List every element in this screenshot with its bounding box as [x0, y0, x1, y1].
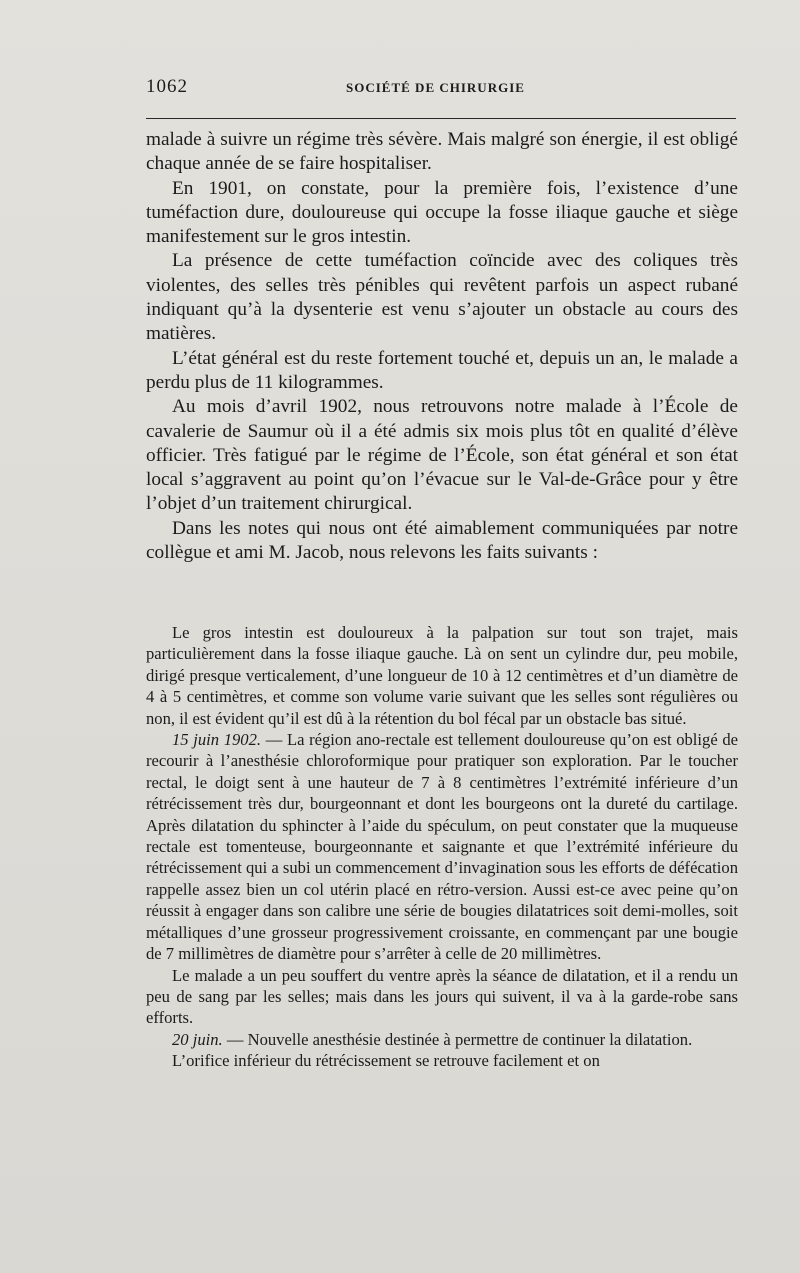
note-paragraph	[146, 729, 738, 964]
page-header	[146, 76, 736, 104]
header-rule	[146, 118, 736, 119]
note-text: — Nouvelle anesthésie destinée à permettre de continuer la dilatation.	[222, 1029, 693, 1049]
paragraph: L’état général est du reste fortement touché et, depuis un an, le malade a perdu plus de 11 kilogrammes.	[146, 347, 738, 393]
paragraph: malade à suivre un régime très sévère. Mais malgré son énergie, il est obligé chaque année de se faire hospitaliser.	[146, 129, 738, 175]
note-paragraph: Le malade a un peu souffert du ventre après la séance de dilatation, et il a rendu un peu de sang par les selles; mais dans les jours qui suivent, il va à la garde-robe sans efforts.	[146, 965, 738, 1028]
main-text	[146, 128, 738, 565]
note-paragraph: L’orifice inférieur du rétrécissement se retrouve facilement et on	[172, 1051, 600, 1071]
paragraph: La présence de cette tuméfaction coïncide avec des coliques très violentes, des selles très pénibles qui revêtent parfois un aspect rubané indiquant qu’à la dysenterie est venu s’ajouter un obstacle au cours des matières.	[146, 250, 738, 345]
note-date: 20 juin.	[172, 1029, 223, 1049]
note-date: 15 juin 1902.	[172, 730, 262, 750]
paragraph: Dans les notes qui nous ont été aimablement communiquées par notre collègue et ami M. Jacob, nous relevons les faits suivants :	[146, 517, 738, 564]
note-paragraph: Le gros intestin est douloureux à la palpation sur tout son trajet, mais particulièrement dans la fosse iliaque gauche. Là on sent un cylindre dur, peu mobile, dirigé presque verticalement, d’une longueur de 10 à 12 centimètres et d’un diamètre de 4 à 5 centimètres, et comme son volume varie suivant que les selles sont régulières ou non, il est évident qu’il est dû à la rétention du bol fécal par un obstacle bas situé.	[146, 623, 738, 728]
paragraph: Au mois d’avril 1902, nous retrouvons notre malade à l’École de cavalerie de Saumur où il a été admis six mois plus tôt en qualité d’élève officier. Très fatigué par le régime de l’École, son état général et son état local s’aggravent au point qu’on l’évacue sur le Val-de-Grâce pour y être l’objet d’un traitement chirurgical.	[146, 396, 738, 515]
note-text: — La région ano-rectale est tellement douloureuse qu’on est obligé de recourir à l’anesthésie chloroformique pour pratiquer son exploration. Par le toucher rectal, le doigt sent à une hauteur de 7 à 8 centimètres l’extrémité inférieure d’un rétrécissement très dur, bourgeonnant et dont les bourgeons ont la dureté du cartilage. Après dilatation du sphincter à l’aide du spéculum, on peut constater que la muqueuse rectale est tomenteuse, bourgeonnante et saignante et que l’extrémité inférieure du rétrécissement qui a subi un commencement d’invagination sous les efforts de défécation rappelle assez bien un col utérin placé en rétro-version. Aussi est-ce avec peine qu’on réussit à engager dans son calibre une série de bougies dilatatrices soit demi-molles, soit métalliques d’une grosseur progressivement croissante, en commençant par une bougie de 7 millimètres de diamètre pour s’arrêter à celle de 20 millimètres.	[146, 730, 739, 964]
running-head: SOCIÉTÉ DE CHIRURGIE	[346, 80, 525, 95]
paragraph: En 1901, on constate, pour la première fois, l’existence d’une tuméfaction dure, douloureuse qui occupe la fosse iliaque gauche et siège manifestement sur le gros intestin.	[146, 177, 738, 248]
page-number: 1062	[146, 76, 188, 97]
case-notes	[146, 622, 738, 1072]
note-paragraph	[146, 1029, 738, 1050]
